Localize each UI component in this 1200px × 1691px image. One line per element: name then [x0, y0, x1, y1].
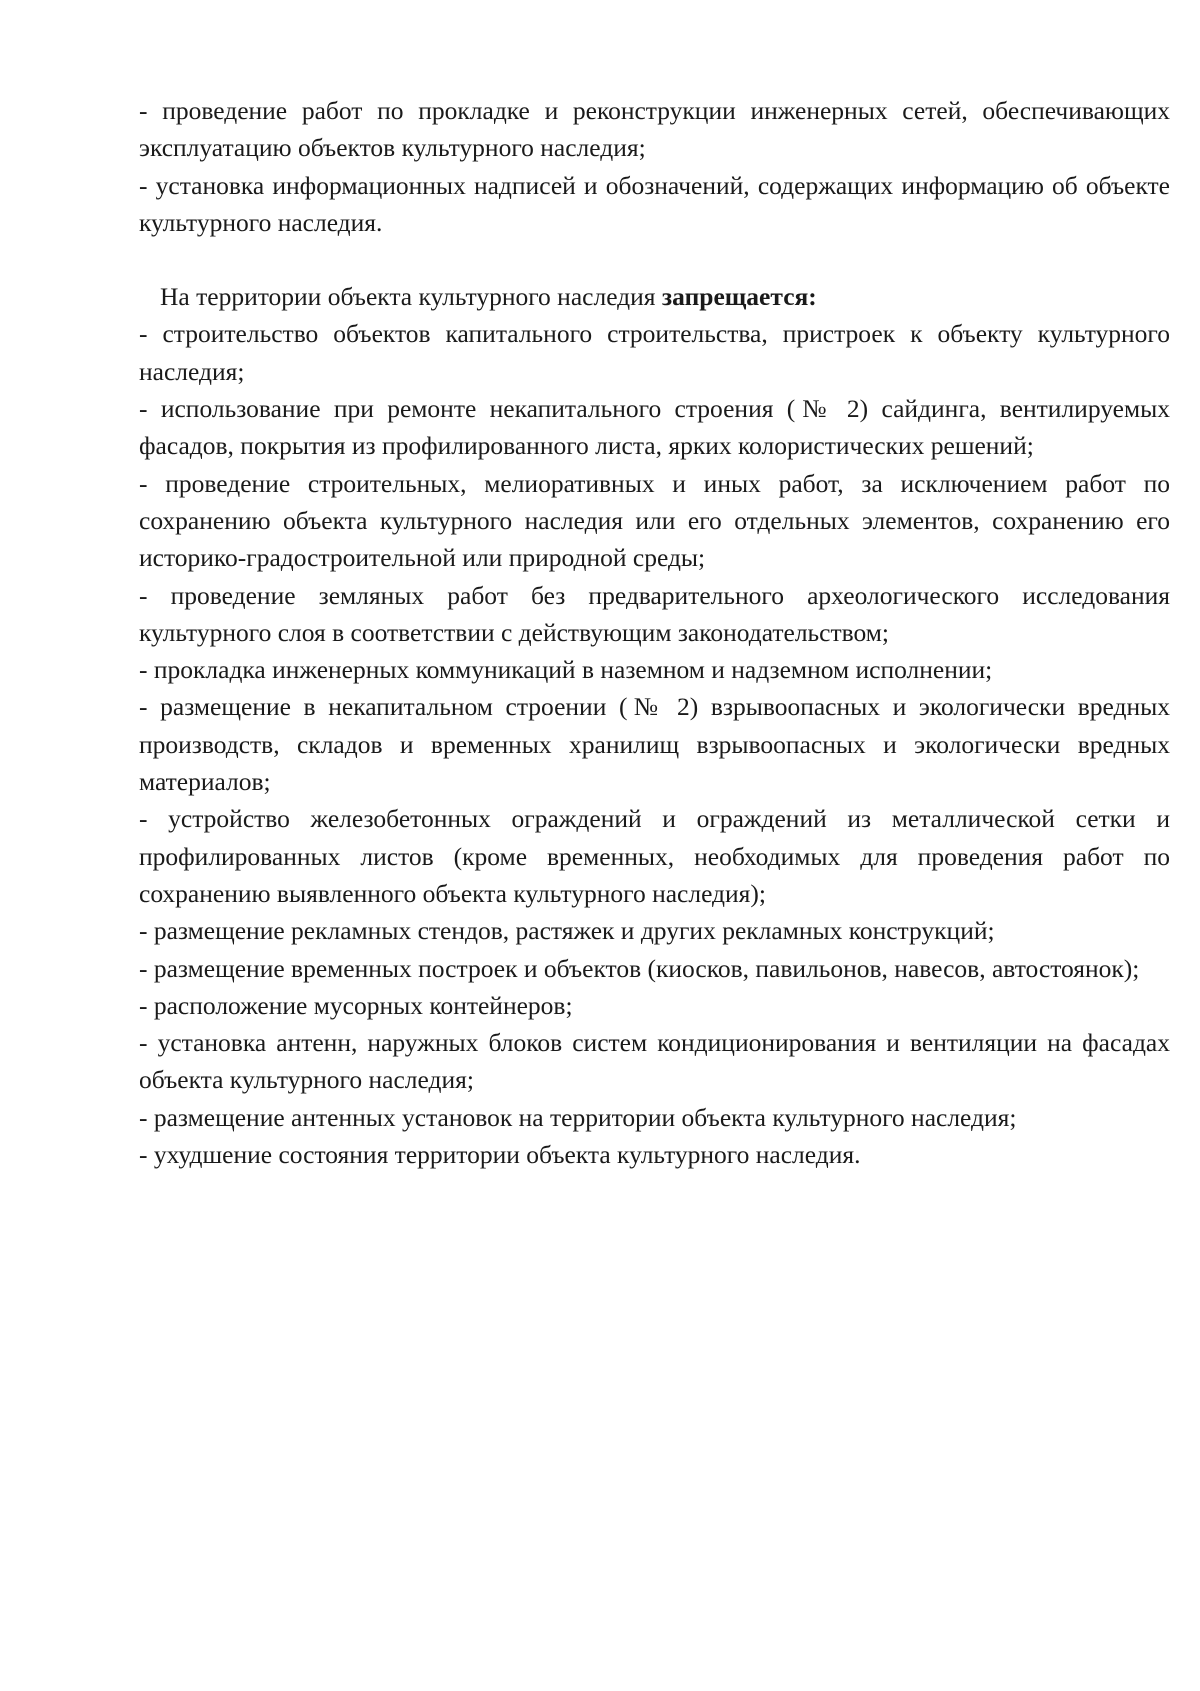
- prohibited-item: - расположение мусорных контейнеров;: [139, 990, 573, 1020]
- intro-item: - проведение работ по прокладке и реконструкции инженерных сетей, обеспечивающих эксплуатацию объектов культурного наследия;: [139, 96, 1170, 163]
- document-page: [139, 92, 1170, 1173]
- prohibited-item: - использование при ремонте некапитального строения (№ 2) сайдинга, вентилируемых фасадов, покрытия из профилированного листа, ярких колористических решений;: [139, 394, 1170, 461]
- prohibited-heading-text: На территории объекта культурного наследия: [160, 282, 662, 312]
- prohibited-item: - ухудшение состояния территории объекта культурного наследия.: [139, 1140, 861, 1170]
- prohibited-heading: [139, 278, 1170, 315]
- prohibited-item: - размещение в некапитальном строении (№ 2) взрывоопасных и экологически вредных производств, складов и временных хранилищ взрывоопасных и экологически вредных материалов;: [139, 692, 1170, 797]
- prohibited-item: - установка антенн, наружных блоков систем кондиционирования и вентиляции на фасадах объекта культурного наследия;: [139, 1028, 1170, 1095]
- prohibited-item: - проведение земляных работ без предварительного археологического исследования культурного слоя в соответствии с действующим законодательством;: [139, 580, 1170, 647]
- prohibited-item: - размещение рекламных стендов, растяжек и других рекламных конструкций;: [139, 916, 995, 946]
- intro-item: - установка информационных надписей и обозначений, содержащих информацию об объекте культурного наследия.: [139, 170, 1170, 237]
- prohibited-item: - размещение временных построек и объектов (киосков, павильонов, навесов, автостоянок);: [139, 953, 1140, 983]
- prohibited-heading-emphasis: запрещается:: [661, 282, 817, 312]
- prohibited-item: - прокладка инженерных коммуникаций в наземном и надземном исполнении;: [139, 655, 993, 685]
- prohibited-item: - устройство железобетонных ограждений и ограждений из металлической сетки и профилированных листов (кроме временных, необходимых для проведения работ по сохранению выявленного объекта культурного наследия);: [139, 804, 1170, 908]
- prohibited-item: - размещение антенных установок на территории объекта культурного наследия;: [139, 1102, 1017, 1132]
- prohibited-item: - строительство объектов капитального строительства, пристроек к объекту культурного наследия;: [139, 319, 1170, 386]
- prohibited-item: - проведение строительных, мелиоративных и иных работ, за исключением работ по сохранению объекта культурного наследия или его отдельных элементов, сохранению его историко-градостроительной или природной среды;: [139, 468, 1170, 573]
